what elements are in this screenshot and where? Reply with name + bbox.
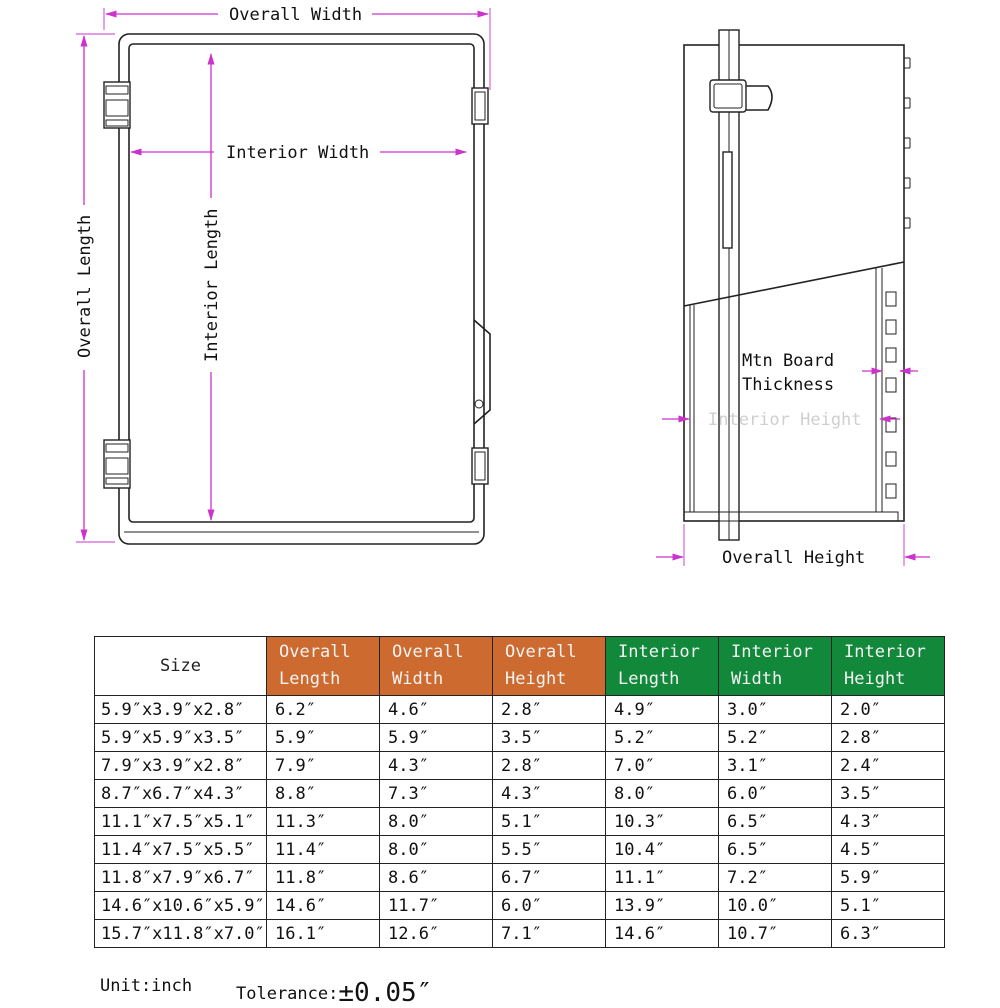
value-cell: 11.7″	[380, 892, 493, 920]
column-header-overall-length	[267, 637, 380, 696]
value-cell: 6.0″	[493, 892, 606, 920]
size-cell: 11.4″x7.5″x5.5″	[95, 836, 267, 864]
side-body-outline	[684, 45, 904, 521]
overall-width-label: Overall Width	[229, 5, 363, 25]
interior-height-label: Interior Height	[708, 410, 862, 430]
table-body	[95, 696, 945, 948]
table-row	[95, 892, 945, 920]
side-lid-slot	[723, 152, 732, 248]
column-header-line1: Overall	[392, 642, 464, 662]
column-header-line2: Height	[505, 669, 567, 689]
value-cell: 11.8″	[267, 864, 380, 892]
tolerance-value: ±0.05″	[338, 978, 433, 1008]
clip-bottom-right	[472, 448, 488, 484]
value-cell: 5.1″	[832, 892, 945, 920]
value-cell: 10.0″	[719, 892, 832, 920]
column-header-line2: Length	[279, 669, 341, 689]
value-cell: 6.5″	[719, 808, 832, 836]
tolerance	[236, 976, 432, 1006]
front-view	[75, 5, 490, 544]
column-header-line1: Overall	[505, 642, 577, 662]
unit-label: Unit:inch	[100, 976, 193, 996]
value-cell: 3.5″	[832, 780, 945, 808]
value-cell: 7.2″	[719, 864, 832, 892]
value-cell: 5.2″	[719, 724, 832, 752]
value-cell: 8.0″	[380, 836, 493, 864]
table-row	[95, 780, 945, 808]
front-latch-notch	[474, 320, 490, 424]
table-row	[95, 752, 945, 780]
value-cell: 2.4″	[832, 752, 945, 780]
value-cell: 4.3″	[493, 780, 606, 808]
column-header-interior-width	[719, 637, 832, 696]
column-header-line1: Interior	[618, 642, 700, 662]
column-header-overall-height	[493, 637, 606, 696]
side-view	[656, 30, 930, 568]
size-cell: 5.9″x3.9″x2.8″	[95, 696, 267, 724]
value-cell: 2.8″	[832, 724, 945, 752]
clip-top-right	[472, 88, 488, 124]
value-cell: 8.0″	[606, 780, 719, 808]
side-latch	[710, 80, 772, 112]
value-cell: 5.2″	[606, 724, 719, 752]
section-cut-line	[684, 262, 904, 306]
column-header-interior-height	[832, 637, 945, 696]
front-inner-outline	[129, 44, 474, 522]
column-header-line1: Overall	[279, 642, 351, 662]
mtn-board-label-line2: Thickness	[742, 375, 835, 395]
value-cell: 16.1″	[267, 920, 380, 948]
column-header-line2: Height	[844, 669, 906, 689]
interior-width-label: Interior Width	[226, 143, 370, 163]
value-cell: 13.9″	[606, 892, 719, 920]
size-cell: 8.7″x6.7″x4.3″	[95, 780, 267, 808]
size-cell: 14.6″x10.6″x5.9″	[95, 892, 267, 920]
value-cell: 2.0″	[832, 696, 945, 724]
table-header-row	[95, 637, 945, 696]
column-header-line1: Interior	[731, 642, 813, 662]
overall-height-label: Overall Height	[722, 548, 866, 568]
size-column-header: Size	[95, 637, 267, 696]
table-row	[95, 836, 945, 864]
front-outer-outline	[119, 34, 484, 544]
value-cell: 3.1″	[719, 752, 832, 780]
value-cell: 6.5″	[719, 836, 832, 864]
value-cell: 2.8″	[493, 752, 606, 780]
value-cell: 8.0″	[380, 808, 493, 836]
tolerance-label: Tolerance:	[236, 984, 339, 1004]
value-cell: 6.0″	[719, 780, 832, 808]
value-cell: 8.6″	[380, 864, 493, 892]
value-cell: 11.1″	[606, 864, 719, 892]
value-cell: 4.9″	[606, 696, 719, 724]
size-cell: 7.9″x3.9″x2.8″	[95, 752, 267, 780]
value-cell: 10.7″	[719, 920, 832, 948]
value-cell: 7.9″	[267, 752, 380, 780]
value-cell: 10.3″	[606, 808, 719, 836]
value-cell: 6.3″	[832, 920, 945, 948]
value-cell: 7.3″	[380, 780, 493, 808]
table-row	[95, 864, 945, 892]
value-cell: 4.3″	[380, 752, 493, 780]
front-latch-hole	[475, 400, 483, 408]
value-cell: 6.7″	[493, 864, 606, 892]
overall-length-label: Overall Length	[75, 214, 95, 358]
value-cell: 4.5″	[832, 836, 945, 864]
table-row	[95, 696, 945, 724]
value-cell: 7.0″	[606, 752, 719, 780]
value-cell: 5.9″	[832, 864, 945, 892]
size-cell: 5.9″x5.9″x3.5″	[95, 724, 267, 752]
hinge-top-left	[104, 82, 130, 128]
size-cell: 15.7″x11.8″x7.0″	[95, 920, 267, 948]
value-cell: 11.3″	[267, 808, 380, 836]
side-ribs-upper	[904, 58, 910, 228]
value-cell: 5.9″	[267, 724, 380, 752]
value-cell: 5.9″	[380, 724, 493, 752]
column-header-interior-length	[606, 637, 719, 696]
column-header-line2: Width	[731, 669, 783, 689]
value-cell: 2.8″	[493, 696, 606, 724]
value-cell: 14.6″	[267, 892, 380, 920]
column-header-line2: Length	[618, 669, 680, 689]
value-cell: 4.3″	[832, 808, 945, 836]
value-cell: 11.4″	[267, 836, 380, 864]
value-cell: 12.6″	[380, 920, 493, 948]
mtn-board-label-line1: Mtn Board	[742, 351, 835, 371]
value-cell: 3.5″	[493, 724, 606, 752]
value-cell: 8.8″	[267, 780, 380, 808]
size-table	[94, 636, 945, 948]
section-floor	[684, 512, 898, 521]
size-cell: 11.8″x7.9″x6.7″	[95, 864, 267, 892]
value-cell: 6.2″	[267, 696, 380, 724]
mounting-slots	[886, 292, 896, 498]
interior-length-label: Interior Length	[202, 208, 222, 362]
value-cell: 14.6″	[606, 920, 719, 948]
table-row	[95, 808, 945, 836]
value-cell: 5.5″	[493, 836, 606, 864]
table-row	[95, 724, 945, 752]
table-row	[95, 920, 945, 948]
column-header-line1: Interior	[844, 642, 926, 662]
value-cell: 4.6″	[380, 696, 493, 724]
value-cell: 10.4″	[606, 836, 719, 864]
value-cell: 5.1″	[493, 808, 606, 836]
column-header-line2: Width	[392, 669, 444, 689]
value-cell: 7.1″	[493, 920, 606, 948]
value-cell: 3.0″	[719, 696, 832, 724]
column-header-overall-width	[380, 637, 493, 696]
size-cell: 11.1″x7.5″x5.1″	[95, 808, 267, 836]
hinge-bottom-left	[104, 440, 130, 488]
